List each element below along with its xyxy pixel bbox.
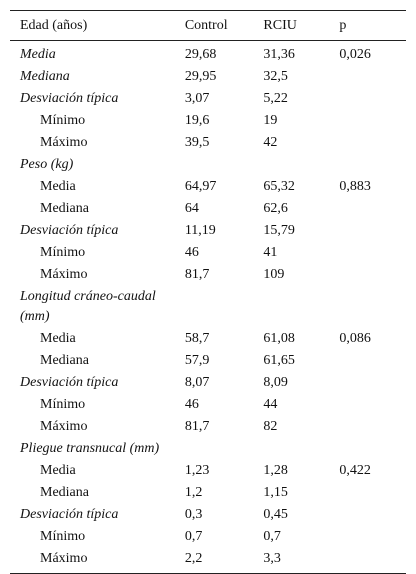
- cell-rciu: 1,15: [263, 485, 288, 500]
- cell-p: [339, 526, 406, 548]
- row-label: Mínimo: [40, 397, 86, 412]
- table-row: [10, 176, 406, 198]
- table-row: [10, 394, 406, 416]
- row-label: Desviación típica: [20, 91, 119, 106]
- cell-p: [339, 350, 406, 372]
- cell-p: [339, 372, 406, 394]
- cell-rciu: 0,7: [263, 529, 281, 544]
- row-label: Desviación típica: [20, 375, 119, 390]
- cell-p: [339, 482, 406, 504]
- table-row: [10, 198, 406, 220]
- table-row: [10, 416, 406, 438]
- group-label: Pliegue transnucal (mm): [20, 441, 160, 456]
- header-rciu: RCIU: [263, 11, 339, 41]
- cell-rciu: 41: [263, 245, 278, 260]
- cell-control: 0,7: [184, 529, 203, 544]
- table-row: [10, 548, 406, 574]
- row-label: Máximo: [40, 267, 88, 282]
- table-row: [10, 242, 406, 264]
- cell-control: 29,95: [184, 69, 217, 84]
- cell-control: 57,9: [184, 353, 210, 368]
- row-label: Media: [40, 331, 76, 346]
- cell-rciu: 109: [263, 267, 285, 282]
- cell-rciu: 5,22: [263, 91, 288, 106]
- cell-control: [185, 286, 264, 328]
- cell-control: 1,23: [184, 463, 210, 478]
- row-label: Media: [40, 179, 76, 194]
- cell-rciu: 15,79: [263, 223, 295, 238]
- cell-rciu: 82: [263, 419, 278, 434]
- cell-p: [339, 88, 406, 110]
- cell-p: [339, 242, 406, 264]
- cell-p: 0,086: [339, 331, 371, 346]
- cell-p: [339, 286, 406, 328]
- cell-rciu: 19: [263, 113, 278, 128]
- cell-p: 0,026: [339, 47, 371, 62]
- cell-rciu: 1,28: [263, 463, 288, 478]
- cell-p: [339, 110, 406, 132]
- group-label: Peso (kg): [20, 157, 74, 172]
- row-label: Desviación típica: [20, 507, 119, 522]
- cell-rciu: 65,32: [263, 179, 295, 194]
- table-row: [10, 132, 406, 154]
- cell-rciu: [263, 154, 339, 176]
- row-label: Mediana: [40, 201, 89, 216]
- cell-p: 0,422: [339, 463, 371, 478]
- row-label: Desviación típica: [20, 223, 119, 238]
- cell-p: [339, 438, 406, 460]
- cell-p: [339, 154, 406, 176]
- table-row: [10, 372, 406, 394]
- row-label: Mínimo: [40, 245, 86, 260]
- cell-control: 8,07: [184, 375, 210, 390]
- row-label: Media: [40, 463, 76, 478]
- cell-rciu: 44: [263, 397, 278, 412]
- cell-rciu: 62,6: [263, 201, 288, 216]
- cell-rciu: 61,65: [263, 353, 295, 368]
- data-table-container: [10, 10, 406, 574]
- table-header-row: [10, 11, 406, 41]
- comparison-table: [10, 10, 406, 574]
- cell-control: 81,7: [184, 419, 210, 434]
- cell-p: [339, 548, 406, 574]
- cell-p: [339, 504, 406, 526]
- cell-control: [185, 438, 264, 460]
- table-row: [10, 328, 406, 350]
- cell-p: 0,883: [339, 179, 371, 194]
- cell-control: 64: [184, 201, 199, 216]
- cell-rciu: 32,5: [263, 69, 288, 84]
- cell-rciu: 3,3: [263, 548, 339, 574]
- cell-rciu: 42: [263, 135, 278, 150]
- cell-control: 1,2: [184, 485, 203, 500]
- cell-rciu: [263, 438, 339, 460]
- cell-control: 11,19: [184, 223, 216, 238]
- table-row: [10, 350, 406, 372]
- table-row: [10, 154, 406, 176]
- cell-control: 3,07: [184, 91, 210, 106]
- cell-rciu: [263, 286, 339, 328]
- cell-control: 58,7: [184, 331, 210, 346]
- cell-control: 46: [184, 397, 199, 412]
- table-row: [10, 504, 406, 526]
- cell-control: 29,68: [184, 47, 217, 62]
- cell-rciu: 0,45: [263, 507, 288, 522]
- table-row: [10, 66, 406, 88]
- cell-rciu: 61,08: [263, 331, 295, 346]
- cell-p: [339, 394, 406, 416]
- table-row: [10, 526, 406, 548]
- row-label: Media: [20, 47, 56, 62]
- cell-rciu: 8,09: [263, 375, 288, 390]
- cell-p: [339, 132, 406, 154]
- table-row: [10, 482, 406, 504]
- table-row: [10, 88, 406, 110]
- table-row: [10, 110, 406, 132]
- table-row: [10, 460, 406, 482]
- row-label: Mediana: [40, 353, 89, 368]
- cell-control: 2,2: [185, 548, 264, 574]
- header-p: p: [339, 11, 406, 41]
- row-label: Máximo: [10, 548, 185, 574]
- header-control: Control: [185, 11, 264, 41]
- table-row: [10, 41, 406, 67]
- cell-control: 46: [184, 245, 199, 260]
- table-row: [10, 438, 406, 460]
- cell-rciu: 31,36: [263, 47, 295, 62]
- table-row: [10, 286, 406, 328]
- row-label: Mínimo: [40, 113, 86, 128]
- table-row: [10, 264, 406, 286]
- cell-control: 19,6: [184, 113, 210, 128]
- cell-p: [339, 416, 406, 438]
- cell-control: 64,97: [184, 179, 217, 194]
- cell-control: [185, 154, 264, 176]
- group-label: Longitud cráneo-caudal (mm): [20, 289, 156, 324]
- cell-p: [339, 264, 406, 286]
- row-label: Máximo: [40, 419, 88, 434]
- cell-p: [339, 198, 406, 220]
- header-label: Edad (años): [10, 11, 185, 41]
- row-label: Mediana: [20, 69, 70, 84]
- cell-p: [339, 220, 406, 242]
- cell-p: [339, 66, 406, 88]
- row-label: Mínimo: [40, 529, 86, 544]
- cell-control: 39,5: [184, 135, 210, 150]
- cell-control: 0,3: [184, 507, 203, 522]
- row-label: Mediana: [40, 485, 89, 500]
- row-label: Máximo: [40, 135, 88, 150]
- cell-control: 81,7: [184, 267, 210, 282]
- table-row: [10, 220, 406, 242]
